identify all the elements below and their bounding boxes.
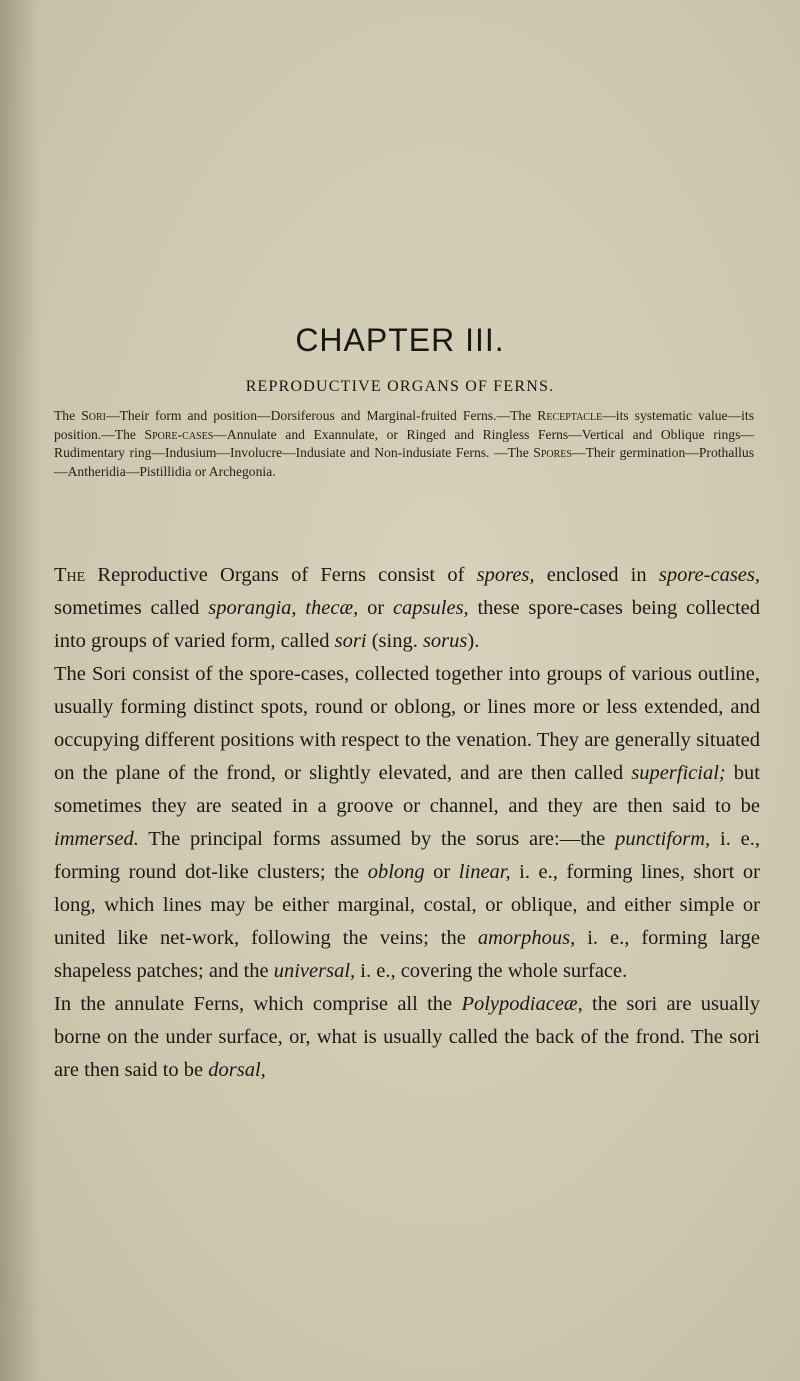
synopsis-smallcaps: Spore-cases <box>144 426 214 442</box>
italic-term: immersed. <box>54 828 139 850</box>
synopsis-smallcaps: Receptacle <box>537 408 603 423</box>
italic-term: spores, <box>476 564 535 586</box>
italic-term: superficial; <box>631 762 726 784</box>
synopsis-text: —Their form and position—Dorsiferous and Marginal-fruited Ferns.—The <box>105 408 538 423</box>
text-run: enclosed in <box>534 564 659 586</box>
text-run: Reproductive Organs of Ferns consist of <box>85 564 477 586</box>
text-run: The principal forms assumed by the sorus are:—the <box>138 828 616 850</box>
text-run: In the annulate Ferns, which comprise all the <box>54 993 462 1015</box>
synopsis-text: —Their germination—Prothallus—Antheridia—Pistillidia or Archegonia. <box>54 445 754 479</box>
italic-term: oblong <box>367 861 425 883</box>
spine-shadow <box>0 0 40 1381</box>
chapter-title: CHAPTER III. <box>295 322 505 358</box>
text-run: i. e., covering the whole surface. <box>355 960 628 982</box>
text-run: i. e., forming round dot-like clusters; the <box>54 828 760 883</box>
italic-term: linear, <box>458 861 511 883</box>
italic-term: amorphous, <box>477 927 576 949</box>
italic-term: punctiform, <box>615 828 711 850</box>
italic-term: sorus <box>422 630 468 652</box>
text-run: these spore-cases being collected into groups of varied form, called <box>54 597 761 652</box>
italic-term: capsules, <box>392 597 469 619</box>
italic-term: universal, <box>273 960 356 982</box>
synopsis-text: —its systematic value—its position.—The <box>54 408 754 442</box>
paragraph-2 <box>54 658 760 988</box>
synopsis-text: The <box>54 408 82 423</box>
text-run: or <box>424 861 459 883</box>
section-title: REPRODUCTIVE ORGANS OF FERNS. <box>245 378 555 395</box>
italic-term: spore-cases, <box>658 564 760 586</box>
text-run: or <box>358 597 393 619</box>
paragraph-1 <box>54 559 760 658</box>
synopsis-text: —Annulate and Exannulate, or Ringed and Ringless Ferns—Vertical and Oblique rings—Rudimentary ring—Indusium—Involucre—Indusiate and Non-indusiate Ferns. —The <box>54 426 754 461</box>
italic-term: sporangia, thecæ, <box>208 597 359 619</box>
paragraph-lead: The <box>54 564 86 586</box>
text-run: The Sori consist of the spore-cases, collected together into groups of various outline, usually forming distinct spots, round or oblong, or lines more or less extended, and occupying different positions with respect to the venation. They are generally situated on the plane of the frond, or slightly elevated, and are then called <box>54 663 760 784</box>
text-run: but sometimes they are seated in a groove or channel, and they are then said to be <box>54 762 760 817</box>
text-run: i. e., forming lines, short or long, which lines may be either marginal, costal, or oblique, and either simple or united like net-work, following the veins; the <box>54 861 760 949</box>
text-run: (sing. <box>366 630 423 652</box>
body-text <box>54 559 760 1087</box>
text-run: i. e., forming large shapeless patches; and the <box>54 927 760 982</box>
paragraph-3 <box>54 988 760 1087</box>
text-run: the sori are usually borne on the under surface, or, what is usually called the back of the frond. The sori are then said to be <box>54 993 760 1081</box>
text-run: sometimes called <box>54 597 209 619</box>
italic-term: dorsal, <box>208 1059 266 1081</box>
synopsis-smallcaps: Spores <box>533 445 572 461</box>
synopsis-smallcaps: Sori <box>81 408 106 423</box>
chapter-synopsis <box>54 407 754 481</box>
italic-term: sori <box>334 630 367 652</box>
italic-term: Polypodiaceæ, <box>461 993 583 1015</box>
text-run: ). <box>467 630 480 652</box>
